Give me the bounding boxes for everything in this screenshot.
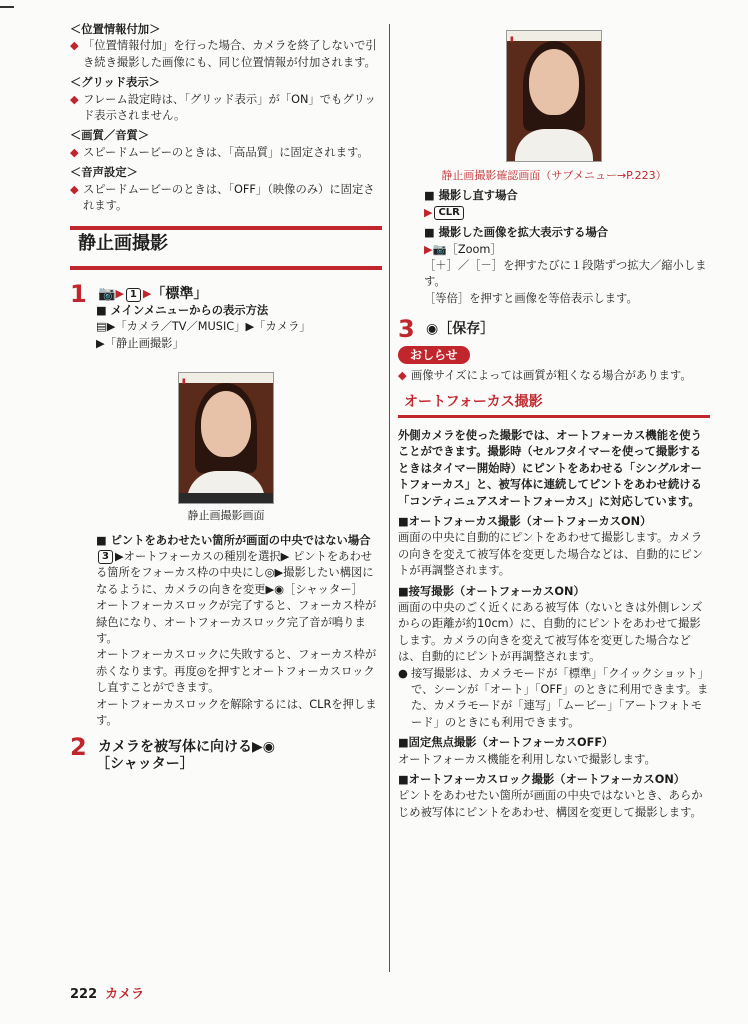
- lock-text: ピントをあわせたい箇所が画面の中央ではないとき、あらかじめ被写体にピントをあわせ、構図を変更して撮影します。: [398, 789, 703, 819]
- notice-box: [398, 346, 710, 385]
- arrow-icon: ▶: [424, 205, 433, 219]
- fixed-heading: ■固定焦点撮影（オートフォーカスOFF）: [398, 736, 614, 750]
- left-column: [70, 22, 382, 772]
- sound-bullet: [70, 182, 382, 215]
- retake-line: [424, 205, 710, 221]
- shot-2-caption: 静止画撮影確認画面（サブメニュー→P.223）: [441, 169, 667, 182]
- shot-1-caption: 静止画撮影画面: [187, 509, 265, 523]
- camera-preview-image: [178, 372, 274, 504]
- af-line-1: [96, 549, 382, 598]
- diamond-icon: ◆: [70, 182, 79, 196]
- retake-heading: ■ 撮影し直す場合: [424, 189, 518, 203]
- zoom-line-1: [424, 242, 710, 258]
- key-3: 3: [98, 550, 113, 564]
- af-on-text: 画面の中央に自動的にピントをあわせて撮影します。カメラの向きを変えて被写体を変更した場合などは、自動的にピントが再調整されます。: [398, 531, 704, 578]
- loc-heading: ＜位置情報付加＞: [70, 23, 161, 36]
- arrow-icon: ▶: [142, 287, 152, 301]
- camera-key-icon: 📷: [98, 286, 116, 303]
- right-column: [398, 30, 710, 821]
- af-section-title: [398, 394, 710, 417]
- af-text-1: ▶オートフォーカスの種別を選択▶ ピントをあわせる箇所をフォーカス枠の中央にし◎▶撮影したい構図になるように、カメラの向きを変更▶◉［シャッター］: [96, 549, 374, 596]
- quality-bullet: [70, 145, 382, 161]
- zoom-text-1: ［Zoom］: [446, 242, 502, 256]
- face-shape: [201, 391, 251, 457]
- column-divider: [389, 24, 390, 972]
- zoom-text-2: ［＋］／［－］を押すたびに１段階ずつ拡大／縮小します。: [424, 259, 707, 289]
- af-text-2: オートフォーカスロックが完了すると、フォーカス枠が緑色になり、オートフォーカスロック完了音が鳴ります。: [96, 599, 377, 645]
- clr-key: CLR: [434, 206, 463, 220]
- macro-heading: ■接写撮影（オートフォーカスON）: [398, 584, 585, 598]
- loc-bullet: [70, 38, 382, 71]
- sound-text: スピードムービーのときは、「OFF」（映像のみ）に固定されます。: [83, 182, 375, 213]
- section-title: [70, 226, 382, 270]
- shot-1: [70, 372, 382, 524]
- macro-note: [398, 666, 710, 732]
- quality-heading: ＜画質／音質＞: [70, 129, 150, 143]
- diamond-icon: ◆: [70, 145, 79, 159]
- camera-key-icon: 📷: [432, 242, 447, 256]
- page-footer: [70, 983, 144, 1002]
- lock-heading: ■オートフォーカスロック撮影（オートフォーカスON）: [398, 773, 686, 786]
- section-title-text: 静止画撮影: [78, 233, 168, 255]
- menu-heading: ■ メインメニューからの表示方法: [96, 303, 269, 317]
- dot-icon: ●: [398, 666, 408, 680]
- af-heading: ■ ピントをあわせたい箇所が画面の中央ではない場合: [96, 533, 371, 547]
- page-number: 222: [70, 987, 98, 1002]
- corner-mark: [0, 6, 14, 8]
- icon-bar: [179, 493, 273, 503]
- af-text-4: オートフォーカスロックを解除するには、CLRを押します。: [96, 697, 377, 727]
- af-title-text: オートフォーカス撮影: [404, 394, 543, 411]
- af-on-heading: ■オートフォーカス撮影（オートフォーカスON）: [398, 514, 652, 528]
- menu-line-1: [96, 319, 382, 335]
- step-2-number: 2: [70, 733, 87, 762]
- macro-note-text: 接写撮影は、カメラモードが「標準」「クイックショット」で、シーンが「オート」「OFF」のときに利用できます。また、カメラモードが「連写」「ムービー」「アートフォトモード」のときにも利用できます。: [411, 666, 709, 729]
- diamond-icon: ◆: [70, 39, 79, 53]
- menu-text-2: ▶「静止画撮影」: [96, 336, 184, 350]
- macro-text: 画面の中央のごく近くにある被写体（ないときは外側レンズからの距離が約10cm）に、自動的にピントをあわせて撮影します。カメラの向きを変えて被写体を変更した場合などは、自動的にピントが再調整されます。: [398, 600, 703, 664]
- status-bar: ▮: [507, 31, 601, 41]
- title-bar-top: [70, 226, 382, 230]
- step-3-number: 3: [398, 315, 415, 344]
- zoom-text-3: ［等倍］を押すと画像を等倍表示します。: [424, 291, 638, 305]
- af-center: [96, 533, 382, 730]
- shirt-shape: [515, 129, 593, 161]
- face-shape: [529, 49, 579, 115]
- step-2: [70, 733, 382, 762]
- step-1-label: 「標準」: [151, 286, 208, 303]
- step-3-label: ◉［保存］: [426, 321, 495, 338]
- step-3: [398, 315, 710, 344]
- notice-text: 画像サイズによっては画質が粗くなる場合があります。: [411, 369, 692, 383]
- arrow-icon: ▶: [115, 287, 124, 301]
- sound-heading: ＜音声設定＞: [70, 166, 138, 180]
- af-intro: 外側カメラを使った撮影では、オートフォーカス機能を使うことができます。撮影時（セルフタイマーを使って撮影するときはタイマー開始時）にピントをあわせる「シングルオートフォーカス」と、被写体に連続してピントをあわせ続ける「コンティニュアスオートフォーカス」に対応しています。: [398, 428, 702, 508]
- zoom-heading: ■ 撮影した画像を拡大表示する場合: [424, 226, 609, 240]
- loc-text: 「位置情報付加」を行った場合、カメラを終了しないで引き続き撮影した画像にも、同じ位置情報が付加されます。: [83, 39, 377, 69]
- confirm-preview-image: [506, 30, 602, 162]
- diamond-icon: ◆: [398, 369, 407, 383]
- step-2-label-2: ［シャッター］: [96, 755, 194, 772]
- af-title-line: [398, 415, 710, 418]
- grid-bullet: [70, 92, 382, 125]
- notice-bullet: [398, 368, 710, 384]
- title-bar-bottom: [70, 266, 382, 270]
- menu-text-1: ▶「カメラ／TV／MUSIC」▶「カメラ」: [106, 320, 311, 334]
- menu-key-icon: ▤: [96, 320, 107, 334]
- step-1-number: 1: [70, 280, 87, 309]
- notice-label: おしらせ: [398, 346, 470, 364]
- footer-section: カメラ: [105, 987, 145, 1002]
- step-2-label: カメラを被写体に向ける▶◉: [98, 739, 275, 756]
- quality-text: スピードムービーのときは、「高品質」に固定されます。: [83, 145, 369, 159]
- key-1: 1: [126, 288, 141, 302]
- status-bar: ▮: [179, 373, 273, 383]
- grid-heading: ＜グリッド表示＞: [70, 76, 160, 90]
- grid-text: フレーム設定時は、「グリッド表示」が「ON」でもグリッド表示されません。: [83, 92, 376, 123]
- diamond-icon: ◆: [70, 92, 79, 106]
- retake-block: [424, 188, 710, 307]
- menu-method: [96, 303, 382, 352]
- step-1: [70, 280, 382, 309]
- arrow-icon: ▶: [424, 242, 433, 256]
- fixed-text: オートフォーカス機能を利用しないで撮影します。: [398, 752, 656, 766]
- af-text-3: オートフォーカスロックに失敗すると、フォーカス枠が赤くなります。再度◎を押すとオートフォーカスロックし直すことができます。: [96, 648, 377, 695]
